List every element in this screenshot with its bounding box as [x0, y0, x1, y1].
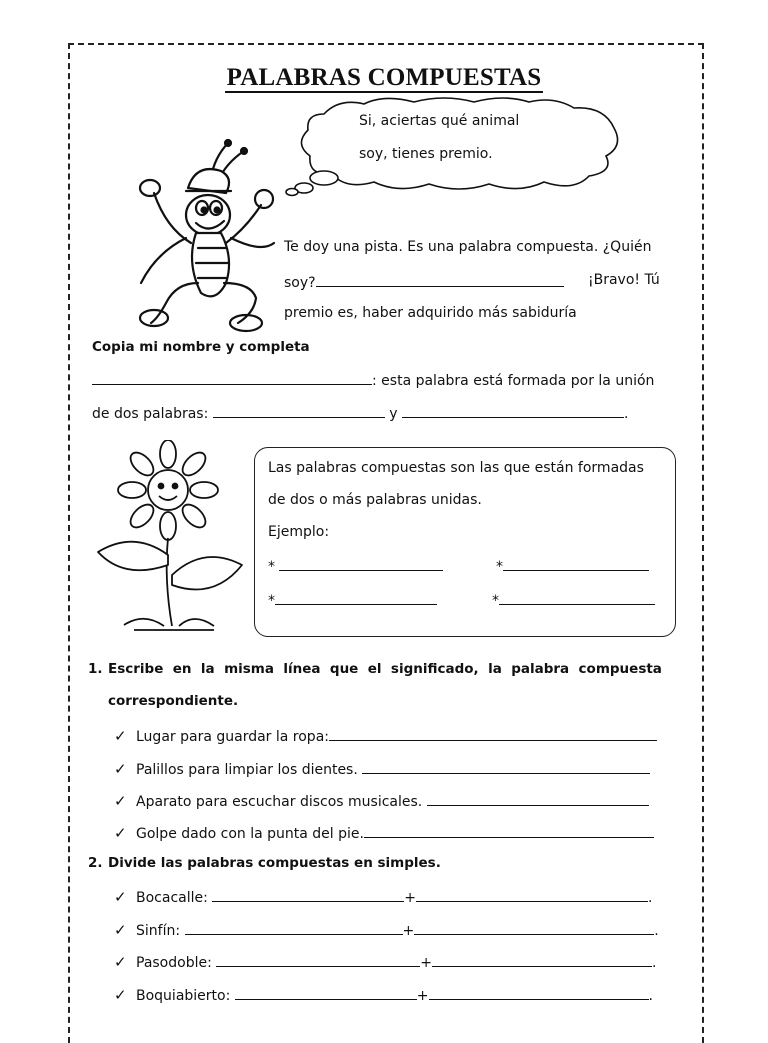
copy-heading: Copia mi nombre y completa — [92, 339, 310, 355]
blank-part1[interactable] — [216, 952, 420, 967]
cloud-text-line2: soy, tienes premio. — [359, 146, 493, 162]
exercise2-heading — [88, 855, 441, 871]
example-blank-3[interactable] — [275, 590, 437, 605]
blank-part1[interactable] — [212, 887, 404, 902]
plus-sign: + — [402, 923, 415, 939]
copy-line2-end: . — [623, 406, 629, 422]
item-text: Bocacalle: — [136, 890, 208, 906]
exercise1-item — [114, 726, 657, 745]
example-blank-2[interactable] — [503, 556, 649, 571]
exercise1-line1: Escribe en la misma línea que el significado, la palabra compuesta — [108, 661, 662, 677]
exercise1-line2: correspondiente. — [108, 693, 239, 709]
exercise1-heading — [88, 661, 676, 677]
exercise2-item — [114, 920, 659, 939]
item-text: Sinfín: — [136, 923, 181, 939]
copy-line2-y: y — [389, 406, 398, 422]
blank-part2[interactable] — [414, 920, 654, 935]
star-marker: * — [496, 559, 503, 575]
example-4 — [492, 590, 655, 609]
exercise2-item — [114, 887, 652, 906]
example-blank-4[interactable] — [499, 590, 655, 605]
blank-word2[interactable] — [402, 403, 624, 418]
plus-sign: + — [416, 988, 429, 1004]
exercise2-item — [114, 952, 656, 971]
example-3 — [268, 590, 437, 609]
cloud-text-line1: Si, aciertas qué animal — [359, 113, 520, 129]
blank-part2[interactable] — [432, 952, 652, 967]
example-label: Ejemplo: — [268, 524, 330, 540]
definition-line2: de dos o más palabras unidas. — [268, 492, 482, 508]
check-icon: ✓ — [114, 760, 127, 778]
star-marker: * — [492, 593, 499, 609]
star-marker: * — [268, 593, 275, 609]
copy-line2-a: de dos palabras: — [92, 406, 209, 422]
hint-soy: soy? — [284, 275, 316, 291]
blank-word1[interactable] — [213, 403, 385, 418]
check-icon: ✓ — [114, 953, 127, 971]
check-icon: ✓ — [114, 921, 127, 939]
answer-blank[interactable] — [427, 791, 649, 806]
item-text: Golpe dado con la punta del pie. — [136, 826, 364, 842]
item-text: Boquiabierto: — [136, 988, 231, 1004]
exercise2-text: Divide las palabras compuestas en simples. — [108, 855, 441, 871]
check-icon: ✓ — [114, 727, 127, 745]
item-text: Aparato para escuchar discos musicales. — [136, 794, 423, 810]
definition-line1: Las palabras compuestas son las que están formadas — [268, 460, 644, 476]
blank-part2[interactable] — [429, 985, 649, 1000]
end-dot: . — [654, 923, 659, 939]
check-icon: ✓ — [114, 888, 127, 906]
example-blank-1[interactable] — [279, 556, 443, 571]
copy-line2 — [92, 403, 628, 422]
exercise1-item — [114, 791, 649, 810]
exercise2-number: 2. — [88, 855, 103, 871]
hint-line2 — [284, 272, 564, 291]
blank-part1[interactable] — [235, 985, 417, 1000]
check-icon: ✓ — [114, 986, 127, 1004]
page-title: PALABRAS COMPUESTAS — [226, 64, 542, 91]
check-icon: ✓ — [114, 792, 127, 810]
blank-name[interactable] — [92, 370, 372, 385]
end-dot: . — [652, 955, 657, 971]
blank-part1[interactable] — [185, 920, 403, 935]
plus-sign: + — [420, 955, 432, 971]
star-marker: * — [268, 559, 275, 575]
blank-part2[interactable] — [416, 887, 648, 902]
cricket-illustration — [126, 133, 276, 335]
exercise2-item — [114, 985, 653, 1004]
sunflower-illustration — [94, 440, 246, 636]
item-text: Palillos para limpiar los dientes. — [136, 762, 358, 778]
hint-line3: premio es, haber adquirido más sabiduría — [284, 305, 577, 321]
hint-line1: Te doy una pista. Es una palabra compuesta. ¿Quién — [284, 239, 652, 255]
example-1 — [268, 556, 443, 575]
exercise1-item — [114, 759, 650, 778]
item-text: Pasodoble: — [136, 955, 212, 971]
answer-blank-animal[interactable] — [316, 272, 564, 287]
copy-line1 — [92, 370, 654, 389]
exercise1-item — [114, 823, 654, 842]
example-2 — [496, 556, 649, 575]
plus-sign: + — [404, 890, 417, 906]
item-text: Lugar para guardar la ropa: — [136, 729, 329, 745]
end-dot: . — [648, 988, 653, 1004]
end-dot: . — [648, 890, 653, 906]
answer-blank[interactable] — [364, 823, 654, 838]
copy-line1-text: : esta palabra está formada por la unión — [372, 373, 655, 389]
exercise1-number: 1. — [88, 661, 103, 677]
answer-blank[interactable] — [329, 726, 657, 741]
check-icon: ✓ — [114, 824, 127, 842]
answer-blank[interactable] — [362, 759, 650, 774]
hint-bravo: ¡Bravo! Tú — [588, 272, 660, 288]
